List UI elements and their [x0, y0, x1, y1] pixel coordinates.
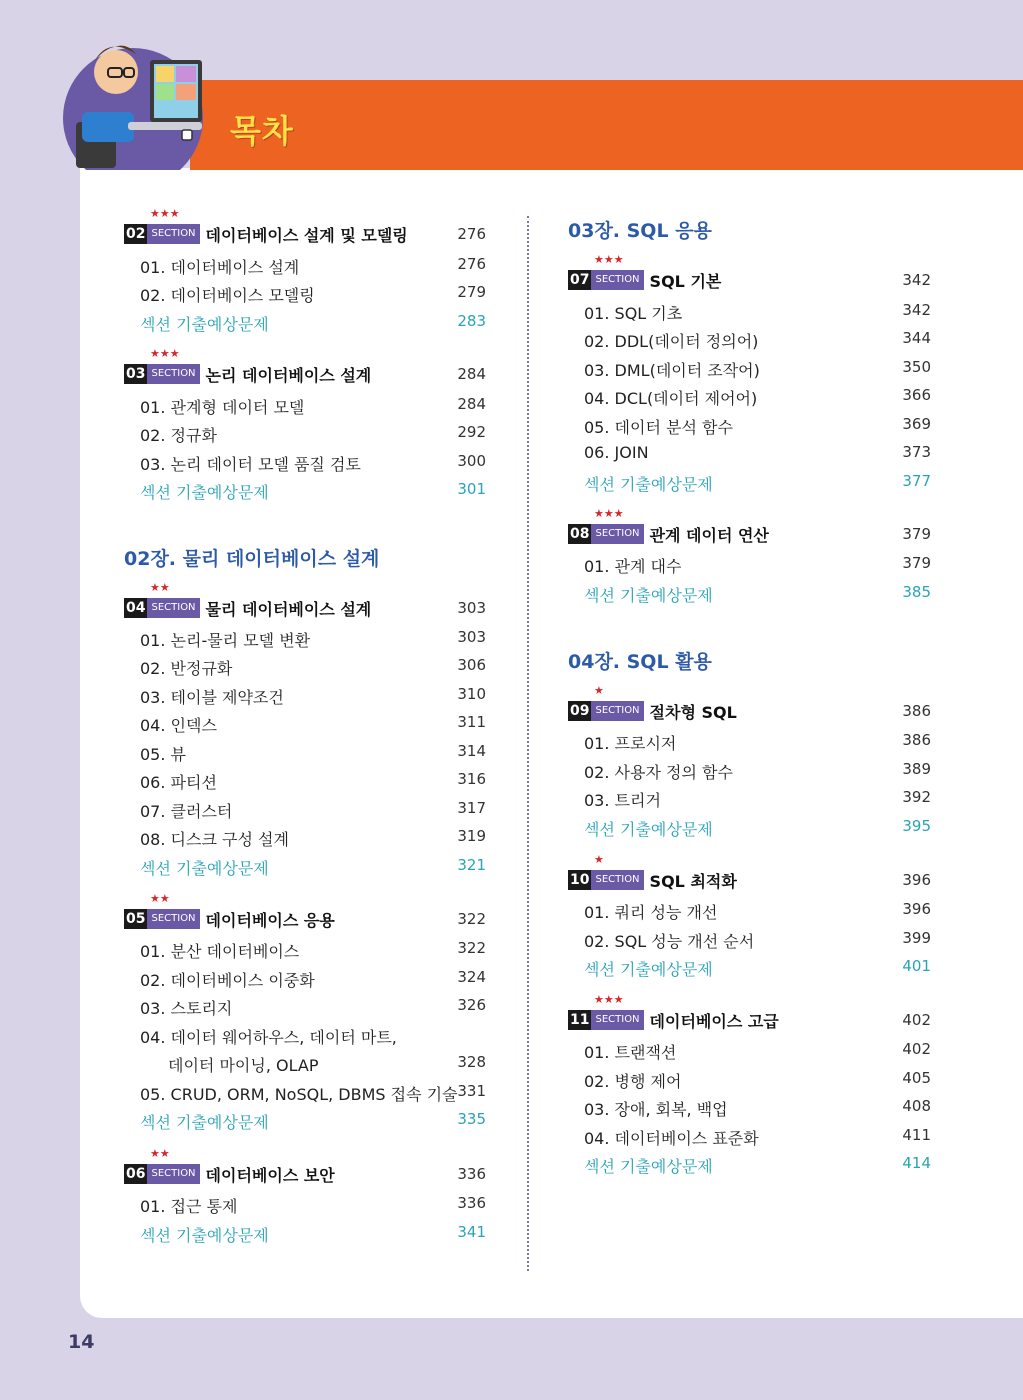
section-page: 402: [902, 1011, 931, 1029]
toc-item-text: 섹션 기출예상문제: [140, 315, 269, 334]
toc-item-page: 396: [902, 900, 931, 918]
toc-item-text: 03. 트리거: [584, 791, 661, 810]
toc-item[interactable]: [140, 996, 486, 1018]
section-label: SECTION: [591, 524, 643, 544]
toc-item-text: 섹션 기출예상문제: [584, 475, 713, 494]
difficulty-stars: ★★★: [150, 207, 180, 220]
toc-item-page: 303: [457, 628, 486, 646]
toc-item-text: 01. 트랜잭션: [584, 1043, 677, 1062]
toc-item-text: 03. 논리 데이터 모델 품질 검토: [140, 455, 361, 474]
toc-item[interactable]: [584, 1126, 931, 1148]
toc-item-page: 319: [457, 827, 486, 845]
toc-item-page: 401: [902, 957, 931, 975]
toc-item-text: 02. 사용자 정의 함수: [584, 763, 733, 782]
difficulty-stars: ★★★: [150, 347, 180, 360]
toc-item-page: 405: [902, 1069, 931, 1087]
toc-item-page: 379: [902, 554, 931, 572]
section-page: 303: [457, 599, 486, 617]
section-number: 09: [570, 703, 590, 719]
toc-item-page: 322: [457, 939, 486, 957]
toc-item[interactable]: [584, 386, 931, 408]
section-page: 322: [457, 910, 486, 928]
toc-item-page: 301: [457, 480, 486, 498]
section-title: 절차형 SQL: [649, 702, 737, 722]
toc-item-text: 01. 데이터베이스 설계: [140, 258, 300, 277]
toc-item-text: 02. 반정규화: [140, 659, 233, 678]
toc-item[interactable]: [140, 283, 486, 305]
toc-item-exam[interactable]: [584, 817, 931, 839]
toc-item-page: 385: [902, 583, 931, 601]
toc-item-text: 02. DDL(데이터 정의어): [584, 332, 759, 351]
toc-item-exam[interactable]: [140, 312, 486, 334]
toc-item[interactable]: [584, 329, 931, 351]
toc-item-text: 섹션 기출예상문제: [584, 960, 713, 979]
toc-item[interactable]: [140, 628, 486, 650]
section-label: SECTION: [147, 364, 199, 384]
toc-item[interactable]: [584, 929, 931, 951]
toc-item-text: 02. 데이터베이스 모델링: [140, 286, 315, 305]
toc-item[interactable]: [140, 1053, 486, 1075]
toc-item-exam[interactable]: [584, 472, 931, 494]
page-title: 목차: [230, 112, 294, 150]
toc-item-text: 02. SQL 성능 개선 순서: [584, 932, 755, 951]
toc-item[interactable]: [584, 301, 931, 323]
toc-item[interactable]: [140, 452, 486, 474]
toc-item[interactable]: [584, 415, 931, 437]
toc-item[interactable]: [584, 1069, 931, 1091]
difficulty-stars: ★: [594, 684, 604, 697]
toc-item-page: 316: [457, 770, 486, 788]
toc-item[interactable]: [140, 395, 486, 417]
section-title: 논리 데이터베이스 설계: [205, 365, 372, 385]
section-number: 07: [570, 272, 590, 288]
toc-item[interactable]: [140, 685, 486, 707]
toc-item-page: 326: [457, 996, 486, 1014]
toc-item-page: 373: [902, 443, 931, 461]
section-label: SECTION: [591, 270, 643, 290]
section-label: SECTION: [147, 598, 199, 618]
toc-item-text: 03. 스토리지: [140, 999, 233, 1018]
toc-item[interactable]: [584, 731, 931, 753]
difficulty-stars: ★★: [150, 581, 170, 594]
section-page: 386: [902, 702, 931, 720]
toc-item-page: 321: [457, 856, 486, 874]
toc-item-text: 01. 분산 데이터베이스: [140, 942, 300, 961]
toc-item-page: 276: [457, 255, 486, 273]
toc-item-page: 408: [902, 1097, 931, 1115]
toc-item[interactable]: [584, 760, 931, 782]
toc-item-text: 02. 병행 제어: [584, 1072, 682, 1091]
toc-item-page: 411: [902, 1126, 931, 1144]
toc-item-page: 317: [457, 799, 486, 817]
toc-item-page: 414: [902, 1154, 931, 1172]
toc-item-text: 02. 데이터베이스 이중화: [140, 971, 315, 990]
chapter-heading[interactable]: 04장. SQL 활용: [568, 651, 712, 673]
toc-item-text: 섹션 기출예상문제: [584, 586, 713, 605]
section-title: SQL 기본: [649, 271, 722, 291]
toc-item-text: 01. 프로시저: [584, 734, 677, 753]
toc-item-text: 섹션 기출예상문제: [140, 859, 269, 878]
toc-item-text: 섹션 기출예상문제: [584, 1157, 713, 1176]
toc-item-text: 05. 뷰: [140, 745, 186, 764]
toc-item-text: 01. SQL 기초: [584, 304, 683, 323]
toc-item-page: 369: [902, 415, 931, 433]
section-header[interactable]: [568, 869, 931, 891]
section-page: 276: [457, 225, 486, 243]
toc-item[interactable]: [140, 770, 486, 792]
section-header[interactable]: [568, 269, 931, 291]
section-title: SQL 최적화: [649, 871, 737, 891]
toc-item-text: 01. 관계 대수: [584, 557, 682, 576]
section-label: SECTION: [591, 870, 643, 890]
toc-item-text: 04. DCL(데이터 제어어): [584, 389, 758, 408]
toc-item-exam[interactable]: [140, 480, 486, 502]
section-label: SECTION: [147, 1164, 199, 1184]
toc-item[interactable]: [140, 1025, 486, 1047]
toc-item-text: 05. CRUD, ORM, NoSQL, DBMS 접속 기술: [140, 1085, 458, 1104]
section-page: 379: [902, 525, 931, 543]
toc-item[interactable]: [584, 788, 931, 810]
toc-item-text: 05. 데이터 분석 함수: [584, 418, 733, 437]
difficulty-stars: ★★★: [594, 507, 624, 520]
section-page: 342: [902, 271, 931, 289]
toc-item-page: 328: [457, 1053, 486, 1071]
toc-item-page: 292: [457, 423, 486, 441]
toc-item-page: 324: [457, 968, 486, 986]
toc-item-page: 311: [457, 713, 486, 731]
toc-item-page: 366: [902, 386, 931, 404]
section-number: 04: [126, 600, 146, 616]
difficulty-stars: ★★★: [594, 253, 624, 266]
toc-item-page: 344: [902, 329, 931, 347]
toc-item[interactable]: [140, 656, 486, 678]
toc-item-text: 03. DML(데이터 조작어): [584, 361, 760, 380]
section-number: 08: [570, 526, 590, 542]
section-number: 05: [126, 911, 146, 927]
toc-item[interactable]: [584, 1097, 931, 1119]
section-page: 396: [902, 871, 931, 889]
toc-item[interactable]: [140, 827, 486, 849]
toc-item-text: 01. 관계형 데이터 모델: [140, 398, 305, 417]
difficulty-stars: ★: [594, 853, 604, 866]
toc-item-exam[interactable]: [584, 583, 931, 605]
toc-item-page: 341: [457, 1223, 486, 1241]
toc-item-exam[interactable]: [140, 1223, 486, 1245]
section-header[interactable]: [124, 363, 486, 385]
section-header[interactable]: [124, 908, 486, 930]
toc-item[interactable]: [140, 799, 486, 821]
toc-item-exam[interactable]: [140, 1110, 486, 1132]
section-header[interactable]: [124, 1163, 486, 1185]
toc-item-text: 03. 테이블 제약조건: [140, 688, 284, 707]
toc-item[interactable]: [584, 443, 931, 465]
toc-item-text: 04. 인덱스: [140, 716, 217, 735]
header-banner: [190, 80, 1023, 170]
toc-item-page: 395: [902, 817, 931, 835]
toc-item-page: 336: [457, 1194, 486, 1212]
section-header[interactable]: [124, 597, 486, 619]
section-header[interactable]: [124, 223, 486, 245]
section-label: SECTION: [147, 909, 199, 929]
section-header[interactable]: [568, 700, 931, 722]
toc-item-page: 342: [902, 301, 931, 319]
section-header[interactable]: [568, 523, 931, 545]
difficulty-stars: ★★: [150, 892, 170, 905]
toc-item-text: 07. 클러스터: [140, 802, 233, 821]
toc-item-page: 377: [902, 472, 931, 490]
toc-item-page: 392: [902, 788, 931, 806]
toc-item[interactable]: [140, 713, 486, 735]
toc-item[interactable]: [584, 554, 931, 576]
toc-item-text: 08. 디스크 구성 설계: [140, 830, 289, 849]
toc-item-text: 03. 장애, 회복, 백업: [584, 1100, 728, 1119]
toc-item-text: 01. 논리-물리 모델 변환: [140, 631, 311, 650]
section-title: 물리 데이터베이스 설계: [205, 599, 372, 619]
toc-item-page: 310: [457, 685, 486, 703]
section-title: 데이터베이스 보안: [205, 1165, 335, 1185]
section-title: 데이터베이스 설계 및 모델링: [205, 225, 408, 245]
toc-item-text: 01. 쿼리 성능 개선: [584, 903, 718, 922]
toc-item-page: 300: [457, 452, 486, 470]
section-number: 11: [570, 1012, 590, 1028]
chapter-heading[interactable]: 02장. 물리 데이터베이스 설계: [124, 548, 380, 570]
difficulty-stars: ★★: [150, 1147, 170, 1160]
toc-item-text: 06. 파티션: [140, 773, 217, 792]
toc-item-exam[interactable]: [584, 957, 931, 979]
toc-item[interactable]: [140, 968, 486, 990]
toc-item-text: 04. 데이터베이스 표준화: [584, 1129, 759, 1148]
toc-item-page: 314: [457, 742, 486, 760]
mascot-illustration: [58, 30, 208, 170]
toc-item-page: 283: [457, 312, 486, 330]
toc-item[interactable]: [140, 255, 486, 277]
toc-item-page: 335: [457, 1110, 486, 1128]
toc-item[interactable]: [140, 742, 486, 764]
section-number: 03: [126, 366, 146, 382]
toc-item-text: 04. 데이터 웨어하우스, 데이터 마트,: [140, 1028, 397, 1047]
toc-item[interactable]: [140, 1194, 486, 1216]
toc-item-page: 279: [457, 283, 486, 301]
column-divider: [527, 216, 529, 1271]
toc-item-text: 01. 접근 통제: [140, 1197, 238, 1216]
section-label: SECTION: [591, 701, 643, 721]
section-number: 10: [570, 872, 590, 888]
section-page: 336: [457, 1165, 486, 1183]
toc-item[interactable]: [140, 939, 486, 961]
section-number: 02: [126, 226, 146, 242]
toc-item-text: 섹션 기출예상문제: [140, 1226, 269, 1245]
toc-item-text: 02. 정규화: [140, 426, 217, 445]
toc-item-page: 331: [457, 1082, 486, 1100]
section-label: SECTION: [147, 224, 199, 244]
toc-item[interactable]: [584, 358, 931, 380]
toc-item-page: 402: [902, 1040, 931, 1058]
toc-item-text: 데이터 마이닝, OLAP: [168, 1056, 319, 1075]
toc-item[interactable]: [584, 1040, 931, 1062]
toc-item-page: 306: [457, 656, 486, 674]
toc-item-page: 389: [902, 760, 931, 778]
toc-item-text: 섹션 기출예상문제: [584, 820, 713, 839]
toc-item-text: 06. JOIN: [584, 443, 649, 462]
section-title: 데이터베이스 고급: [649, 1011, 779, 1031]
toc-item[interactable]: [140, 423, 486, 445]
toc-item-page: 399: [902, 929, 931, 947]
toc-item-page: 284: [457, 395, 486, 413]
toc-item-text: 섹션 기출예상문제: [140, 483, 269, 502]
difficulty-stars: ★★★: [594, 993, 624, 1006]
section-number: 06: [126, 1166, 146, 1182]
toc-item-page: 350: [902, 358, 931, 376]
toc-item[interactable]: [584, 900, 931, 922]
page-number: 14: [68, 1331, 95, 1353]
section-label: SECTION: [591, 1010, 643, 1030]
section-page: 284: [457, 365, 486, 383]
toc-item-text: 섹션 기출예상문제: [140, 1113, 269, 1132]
section-title: 관계 데이터 연산: [649, 525, 769, 545]
section-title: 데이터베이스 응용: [205, 910, 335, 930]
toc-item-page: 386: [902, 731, 931, 749]
toc-item[interactable]: [140, 1082, 486, 1104]
toc-item-exam[interactable]: [140, 856, 486, 878]
section-header[interactable]: [568, 1009, 931, 1031]
chapter-heading[interactable]: 03장. SQL 응용: [568, 220, 712, 242]
toc-item-exam[interactable]: [584, 1154, 931, 1176]
